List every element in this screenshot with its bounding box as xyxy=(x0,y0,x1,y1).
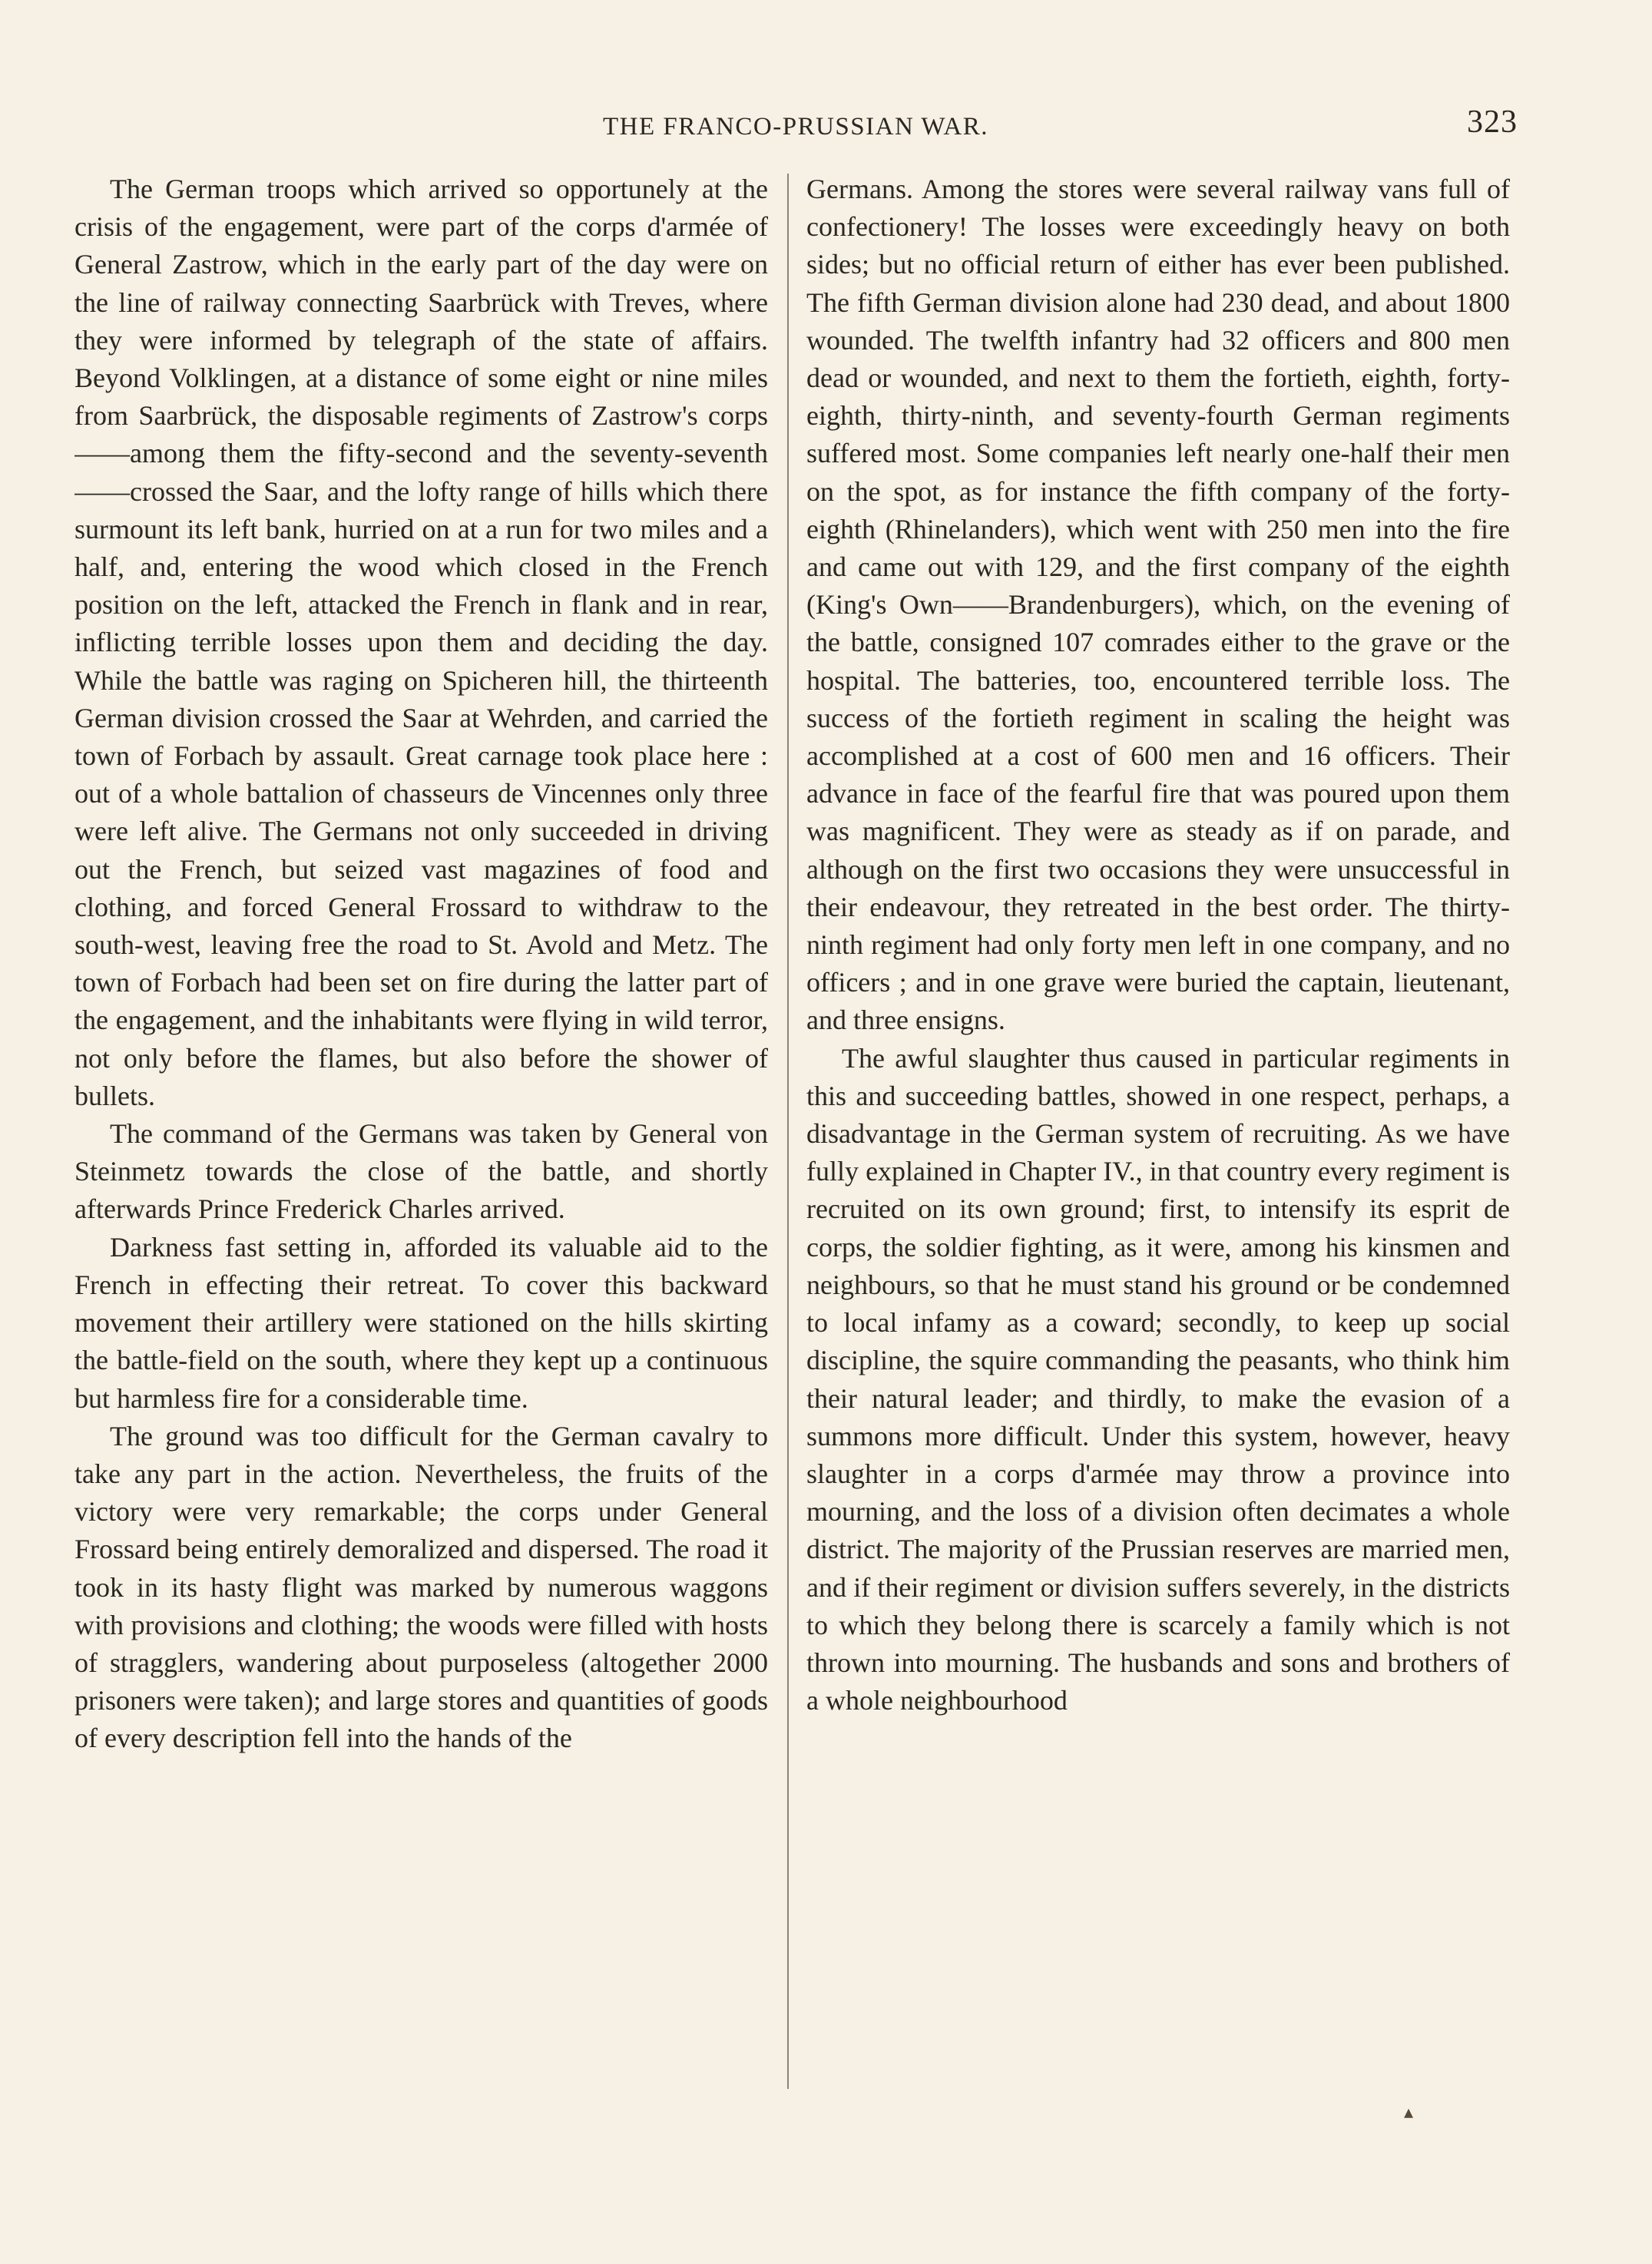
running-head xyxy=(74,104,1518,146)
left-column xyxy=(74,170,768,2121)
paragraph: Germans. Among the stores were several railway vans full of confectionery! The losses were exceedingly heavy on both sides; but no official return of either has ever been published. The fifth German division alone had 230 dead, and about 1800 wounded. The twelfth infantry had 32 officers and 800 men dead or wounded, and next to them the fortieth, eighth, forty-eighth, thirty-ninth, and seventy-fourth German regiments suffered most. Some companies left nearly one-half their men on the spot, as for instance the fifth company of the forty-eighth (Rhinelanders), which went with 250 men into the fire and came out with 129, and the first company of the eighth (King's Own——Brandenburgers), which, on the evening of the battle, consigned 107 comrades either to the grave or the hospital. The batteries, too, encountered terrible loss. The success of the fortieth regiment in scaling the height was accomplished at a cost of 600 men and 16 officers. Their advance in face of the fearful fire that was poured upon them was magnificent. They were as steady as if on parade, and although on the first two occasions they were unsuccessful in their endeavour, they retreated in the best order. The thirty-ninth regiment had only forty men left in one company, and no officers ; and in one grave were buried the captain, lieutenant, and three ensigns. xyxy=(806,174,1510,1036)
paragraph: The German troops which arrived so opportunely at the crisis of the engagement, were part of the corps d'armée of General Zastrow, which in the early part of the day were on the line of railway connecting Saarbrück with Treves, where they were informed by telegraph of the state of affairs. Beyond Volklingen, at a distance of some eight or nine miles from Saarbrück, the disposable regiments of Zastrow's corps——among them the fifty-second and the seventy-seventh——crossed the Saar, and the lofty range of hills which there surmount its left bank, hurried on at a run for two miles and a half, and, entering the wood which closed in the French position on the left, attacked the French in flank and in rear, inflicting terrible losses upon them and deciding the day. While the battle was raging on Spicheren hill, the thirteenth German division crossed the Saar at Wehrden, and carried the town of Forbach by assault. Great carnage took place here : out of a whole battalion of chasseurs de Vincennes only three were left alive. The Germans not only succeeded in driving out the French, but seized vast magazines of food and clothing, and forced General Frossard to withdraw to the south-west, leaving free the road to St. Avold and Metz. The town of Forbach had been set on fire during the latter part of the engagement, and the inhabitants were flying in wild terror, not only before the flames, but also before the shower of bullets. xyxy=(74,174,768,1111)
paragraph: Darkness fast setting in, afforded its valuable aid to the French in effecting their retreat. To cover this backward movement their artillery were stationed on the hills skirting the battle-field on the south, where they kept up a continuous but harmless fire for a considerable time. xyxy=(74,1231,768,1414)
paragraph: The awful slaughter thus caused in particular regiments in this and succeeding battles, showed in one respect, perhaps, a disadvantage in the German system of recruiting. As we have fully explained in Chapter IV., in that country every regiment is recruited on its own ground; first, to intensify its esprit de corps, the soldier fighting, as it were, among his kinsmen and neighbours, so that he must stand his ground or be condemned to local infamy as a coward; secondly, to keep up social discipline, the squire commanding the peasants, who think him their natural leader; and thirdly, to make the evasion of a summons more difficult. Under this system, however, heavy slaughter in a corps d'armée may throw a province into mourning, and the loss of a division often decimates a whole district. The majority of the Prussian reserves are married men, and if their regiment or division suffers severely, in the districts to which they belong there is scarcely a family which is not thrown into mourning. The husbands and sons and brothers of a whole neighbourhood xyxy=(806,1042,1510,1716)
ink-speck: ▴ xyxy=(1404,2103,1414,2123)
right-column xyxy=(806,170,1510,2121)
paragraph: The ground was too difficult for the German cavalry to take any part in the action. Nevertheless, the fruits of the victory were very remarkable; the corps under General Frossard being entirely demoralized and dispersed. The road it took in its hasty flight was marked by numerous waggons with provisions and clothing; the woods were filled with hosts of stragglers, wandering about purposeless (altogether 2000 prisoners were taken); and large stores and quantities of goods of every description fell into the hands of the xyxy=(74,1420,768,1754)
column-divider xyxy=(787,174,789,2089)
paragraph: The command of the Germans was taken by General von Steinmetz towards the close of the battle, and shortly afterwards Prince Frederick Charles arrived. xyxy=(74,1118,768,1225)
running-title: THE FRANCO-PRUSSIAN WAR. xyxy=(602,113,989,141)
page-number: 323 xyxy=(1467,104,1518,140)
